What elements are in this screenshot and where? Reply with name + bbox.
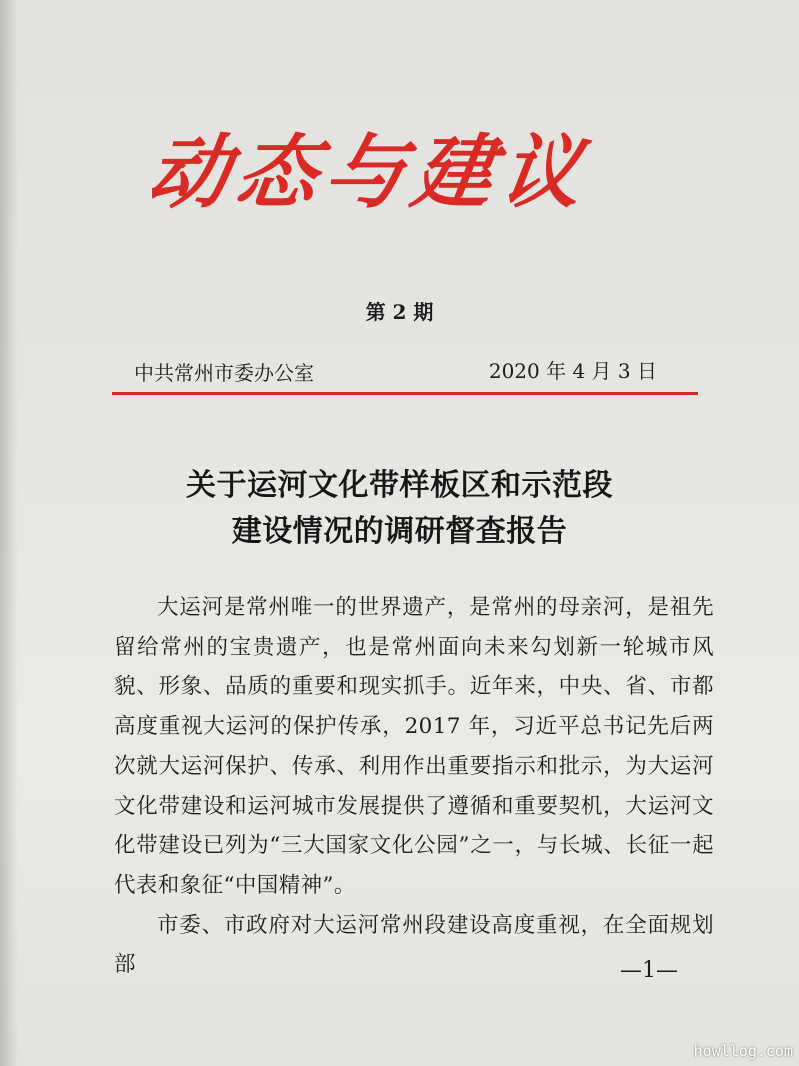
body-paragraph-2: 市委、市政府对大运河常州段建设高度重视，在全面规划部: [114, 912, 714, 978]
masthead-title: 动态与建议: [142, 126, 596, 219]
issue-date: 2020 年 4 月 3 日: [488, 359, 657, 383]
site-watermark: howllog.com: [693, 1042, 793, 1060]
page-number: —1—: [620, 958, 678, 983]
issue-number: 第 2 期: [365, 300, 434, 324]
report-title-line-2: 建设情况的调研督查报告: [231, 514, 568, 549]
header-divider: [112, 392, 698, 395]
report-body: [114, 588, 714, 985]
report-title-line-1: 关于运河文化带样板区和示范段: [186, 468, 613, 503]
body-paragraph-1: 大运河是常州唯一的世界遗产，是常州的母亲河，是祖先留给常州的宝贵遗产，也是常州面向未来勾划新一轮城市风貌、形象、品质的重要和现实抓手。近年来，中央、省、市都高度重视大运河的保护传承，2017 年，习近平总书记先后两次就大运河保护、传承、利用作出重要指示和批示，为大运河文化带建设和运河城市发展提供了遵循和重要契机，大运河文化带建设已列为“三大国家文化公园”之一，与长城、长征一起代表和象征“中国精神”。: [114, 595, 714, 898]
issuer-name: 中共常州市委办公室: [134, 361, 314, 385]
